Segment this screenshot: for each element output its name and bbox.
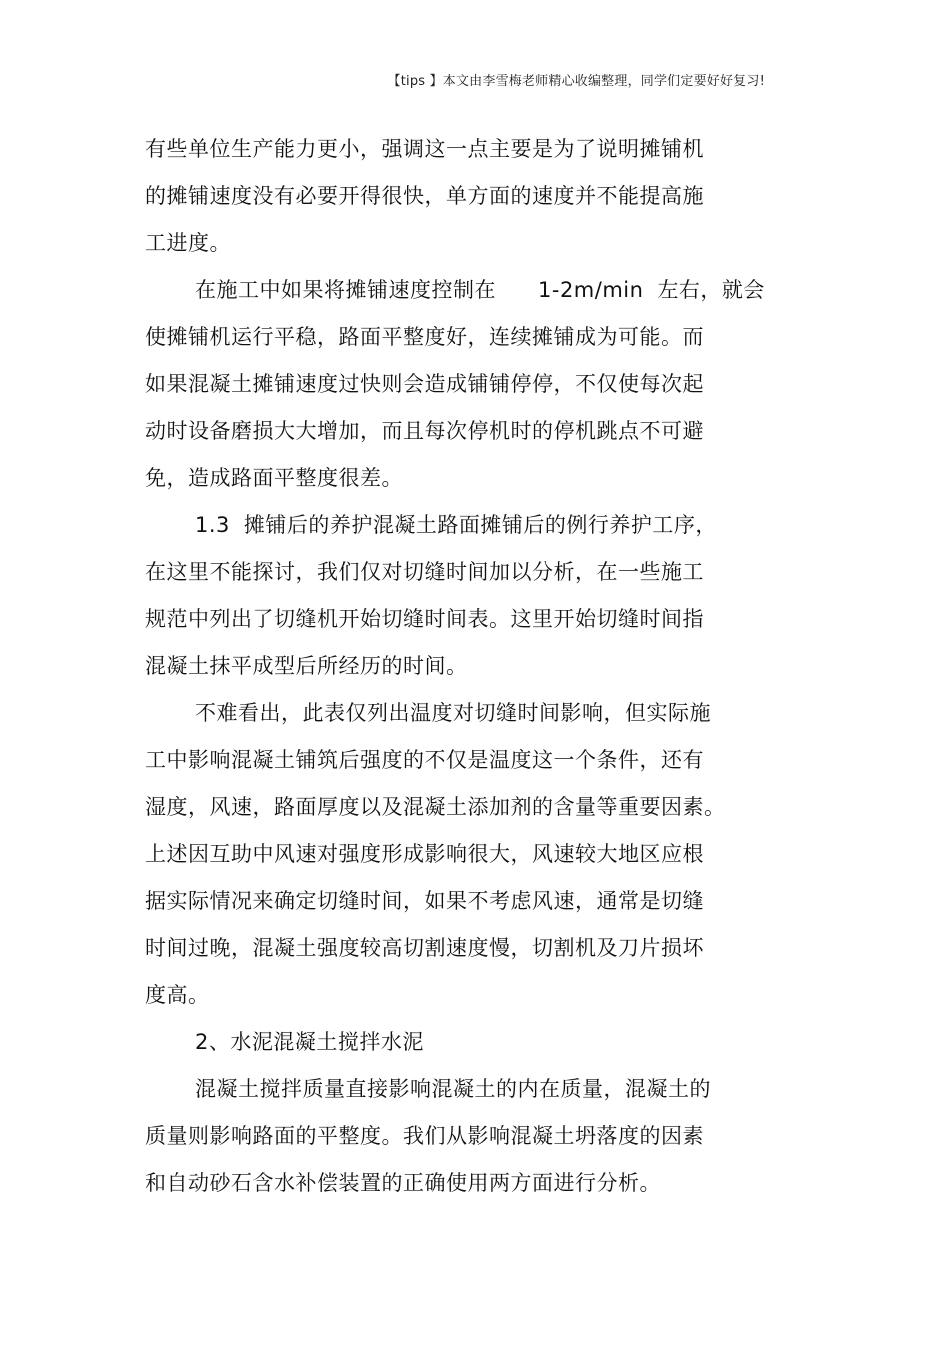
- section-heading-2: 2、水泥混凝土搅拌水泥: [195, 1030, 424, 1054]
- text-line: 在这里不能探讨，我们仅对切缝时间加以分析，在一些施工: [145, 560, 704, 584]
- text-line: 和自动砂石含水补偿装置的正确使用两方面进行分析。: [145, 1171, 661, 1195]
- section-text: 摊铺后的养护混凝土路面摊铺后的例行养护工序，: [243, 513, 717, 537]
- text-line: 不难看出，此表仅列出温度对切缝时间影响，但实际施: [195, 701, 711, 725]
- text-line: 时间过晚，混凝土强度较高切割速度慢，切割机及刀片损坏: [145, 936, 704, 960]
- speed-text-prefix: 在施工中如果将摊铺速度控制在: [195, 278, 496, 302]
- text-line: 据实际情况来确定切缝时间，如果不考虑风速，通常是切缝: [145, 889, 704, 913]
- text-line: 湿度，风速，路面厚度以及混凝土添加剂的含量等重要因素。: [145, 795, 726, 819]
- text-line: 规范中列出了切缝机开始切缝时间表。这里开始切缝时间指: [145, 607, 704, 631]
- text-line: 有些单位生产能力更小，强调这一点主要是为了说明摊铺机: [145, 137, 704, 161]
- text-line: 的摊铺速度没有必要开得很快，单方面的速度并不能提高施: [145, 184, 704, 208]
- header-tip: 【tips 】本文由李雪梅老师精心收编整理，同学们定要好好复习!: [387, 74, 765, 89]
- text-line: 工中影响混凝土铺筑后强度的不仅是温度这一个条件，还有: [145, 748, 704, 772]
- text-line: 混凝土抹平成型后所经历的时间。: [145, 654, 468, 678]
- text-line: 度高。: [145, 983, 210, 1007]
- text-line: 工进度。: [145, 231, 231, 255]
- text-line: 使摊铺机运行平稳，路面平整度好，连续摊铺成为可能。而: [145, 325, 704, 349]
- text-line-speed: [145, 267, 785, 314]
- text-line: 免，造成路面平整度很差。: [145, 466, 403, 490]
- section-heading-1-3: [145, 502, 785, 549]
- document-body: [145, 126, 785, 1207]
- speed-text-suffix: 左右，就会: [657, 278, 765, 302]
- section-number: 1.3: [195, 513, 230, 537]
- text-line: 质量则影响路面的平整度。我们从影响混凝土坍落度的因素: [145, 1124, 704, 1148]
- text-line: 如果混凝土摊铺速度过快则会造成铺铺停停，不仅使每次起: [145, 372, 704, 396]
- speed-value: 1-2m/min: [538, 278, 644, 302]
- text-line: 动时设备磨损大大增加，而且每次停机时的停机跳点不可避: [145, 419, 704, 443]
- text-line: 上述因互助中风速对强度形成影响很大，风速较大地区应根: [145, 842, 704, 866]
- text-line: 混凝土搅拌质量直接影响混凝土的内在质量，混凝土的: [195, 1077, 711, 1101]
